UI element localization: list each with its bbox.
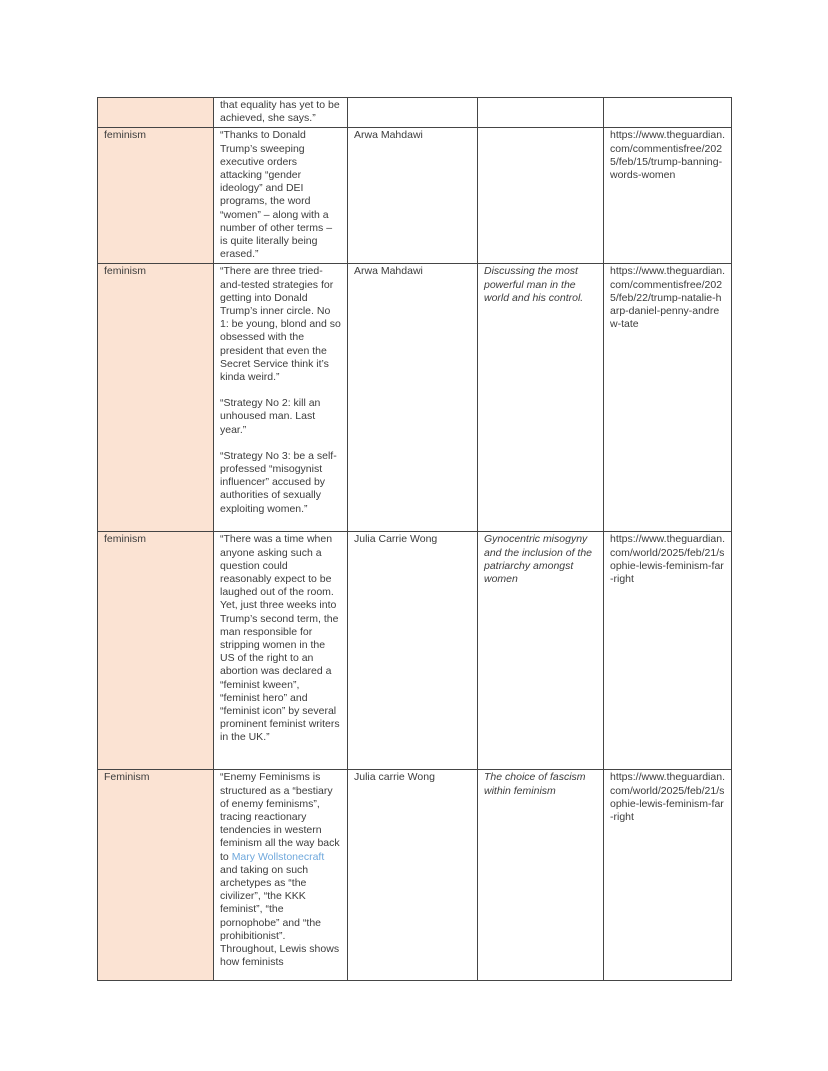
quote-text: “Enemy Feminisms is structured as a “bestiary of enemy feminisms”, tracing reactionary tendencies in western feminism all the way back to: [220, 771, 340, 863]
term-cell: Feminism: [98, 770, 214, 981]
term-cell: [98, 98, 214, 128]
quote-paragraph: that equality has yet to be achieved, she says.”: [220, 99, 340, 125]
table-row: [98, 98, 732, 128]
quote-paragraph: “There was a time when anyone asking such a question could reasonably expect to be laughed out of the room. Yet, just three weeks into Trump’s second term, the man responsible for stripping women in the US of the right to an abortion was declared a “feminist kween”, “feminist hero” and “feminist icon” by several prominent feminist writers in the UK.”: [220, 533, 340, 744]
note-cell: The choice of fascism within feminism: [478, 770, 604, 981]
quote-cell: [214, 98, 348, 128]
quote-cell: [214, 532, 348, 770]
table-row: [98, 532, 732, 770]
quote-paragraph: “Strategy No 2: kill an unhoused man. Last year.”: [220, 397, 321, 436]
url-cell: https://www.theguardian.com/world/2025/feb/21/sophie-lewis-feminism-far-right: [604, 770, 732, 981]
author-cell: Arwa Mahdawi: [348, 128, 478, 264]
author-cell: Julia Carrie Wong: [348, 532, 478, 770]
table-row: [98, 264, 732, 532]
table-row: [98, 128, 732, 264]
mary-wollstonecraft-link[interactable]: Mary Wollstonecraft: [231, 850, 325, 863]
term-cell: feminism: [98, 264, 214, 532]
term-cell: feminism: [98, 128, 214, 264]
author-cell: Arwa Mahdawi: [348, 264, 478, 532]
note-cell: [478, 98, 604, 128]
sources-table: [97, 97, 732, 981]
url-cell: https://www.theguardian.com/commentisfree/2025/feb/22/trump-natalie-harp-daniel-penny-andrew-tate: [604, 264, 732, 532]
note-cell: Discussing the most powerful man in the world and his control.: [478, 264, 604, 532]
quote-cell: [214, 128, 348, 264]
author-cell: Julia carrie Wong: [348, 770, 478, 981]
note-cell: [478, 128, 604, 264]
term-cell: feminism: [98, 532, 214, 770]
note-cell: Gynocentric misogyny and the inclusion of the patriarchy amongst women: [478, 532, 604, 770]
table-row: [98, 770, 732, 981]
quote-paragraph: “Strategy No 3: be a self-professed “misogynist influencer” accused by authorities of sexually exploiting women.”: [220, 449, 337, 515]
quote-paragraph: [220, 771, 341, 969]
quote-text: and taking on such archetypes as “the civilizer”, “the KKK feminist”, “the pornophobe” and “the prohibitionist”. Throughout, Lewis shows how feminists: [220, 863, 340, 969]
quote-paragraph: “Thanks to Donald Trump’s sweeping executive orders attacking “gender ideology” and DEI programs, the word “women” – along with a number of other terms – is quite literally being erased.”: [220, 129, 333, 261]
url-cell: https://www.theguardian.com/world/2025/feb/21/sophie-lewis-feminism-far-right: [604, 532, 732, 770]
url-cell: https://www.theguardian.com/commentisfree/2025/feb/15/trump-banning-words-women: [604, 128, 732, 264]
quote-cell: [214, 264, 348, 532]
quote-paragraph: “There are three tried-and-tested strategies for getting into Donald Trump’s inner circle. No 1: be young, blond and so obsessed with the president that even the Secret Service think it’s kinda weird.”: [220, 265, 341, 384]
url-cell: [604, 98, 732, 128]
quote-cell: [214, 770, 348, 981]
author-cell: [348, 98, 478, 128]
